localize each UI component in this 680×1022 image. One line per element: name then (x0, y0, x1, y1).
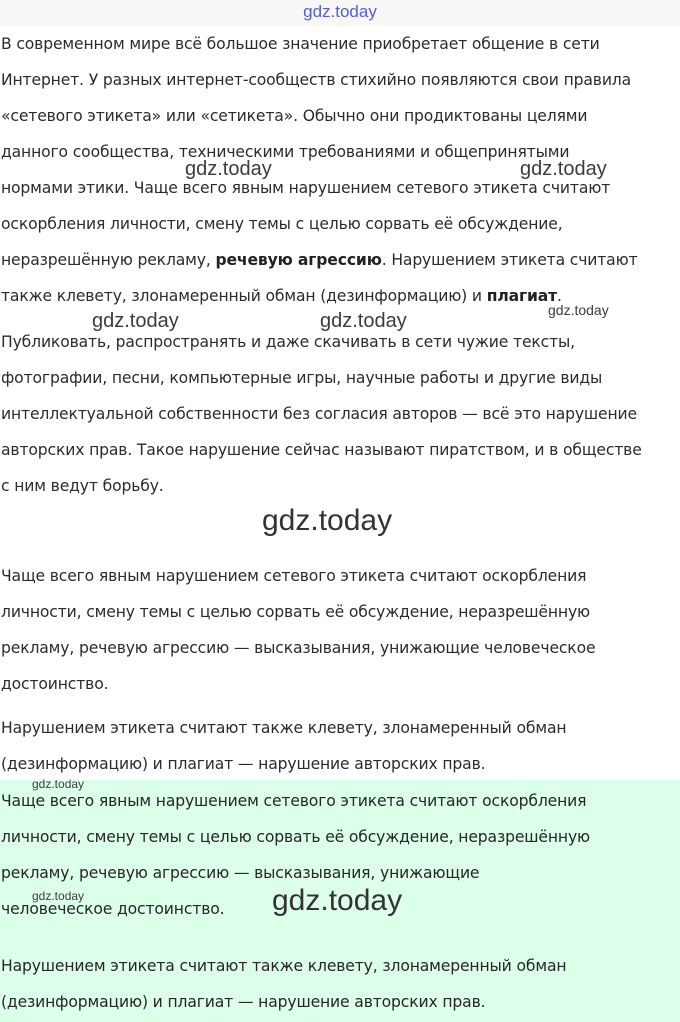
text-fragment: неразрешённую рекламу, (1, 251, 216, 269)
text-line: Чаще всего явным нарушением сетевого этикета считают оскорбления (1, 792, 587, 810)
answer-paragraph-2 (1, 710, 677, 782)
text-line (1, 242, 677, 278)
watermark: gdz.today (185, 158, 272, 180)
text-line: человеческое достоинство. (1, 900, 225, 918)
text-line: рекламу, речевую агрессию — высказывания, унижающие (1, 864, 480, 882)
header-bar (0, 0, 680, 26)
watermark: gdz.today (32, 889, 85, 903)
bold-term-speech-aggression: речевую агрессию (215, 251, 382, 269)
text-fragment: . Нарушением этикета считают (381, 251, 638, 269)
bold-term-plagiarism: плагиат (486, 287, 558, 305)
text-line: данного сообщества, техническими требованиями и общепринятыми (1, 143, 570, 161)
text-line: Публиковать, распространять и даже скачивать в сети чужие тексты, (1, 333, 575, 351)
text-line: Интернет. У разных интернет-сообществ стихийно появляются свои правила (1, 71, 632, 89)
text-paragraph-2 (1, 324, 677, 504)
watermark: gdz.today (32, 777, 85, 791)
text-line: личности, смену темы с целью сорвать её обсуждение, неразрешённую (1, 828, 590, 846)
text-line: (дезинформацию) и плагиат — нарушение авторских прав. (1, 993, 486, 1011)
site-link[interactable]: gdz.today (303, 2, 377, 21)
watermark: gdz.today (548, 302, 609, 318)
text-fragment: также клевету, злонамеренный обман (дезинформацию) и (1, 287, 487, 305)
text-line: (дезинформацию) и плагиат — нарушение авторских прав. (1, 755, 486, 773)
text-line: с ним ведут борьбу. (1, 477, 164, 495)
watermark: gdz.today (520, 158, 607, 180)
watermark: gdz.today (262, 504, 393, 537)
text-line: Нарушением этикета считают также клевету, злонамеренный обман (1, 719, 567, 737)
answer-paragraph-1 (1, 558, 677, 702)
text-line: личности, смену темы с целью сорвать её обсуждение, неразрешённую (1, 603, 590, 621)
text-line: В современном мире всё большое значение приобретает общение в сети (1, 35, 600, 53)
text-line: авторских прав. Такое нарушение сейчас называют пиратством, и в обществе (1, 441, 642, 459)
text-line: фотографии, песни, компьютерные игры, научные работы и другие виды (1, 369, 603, 387)
text-line: нормами этики. Чаще всего явным нарушением сетевого этикета считают (1, 179, 611, 197)
watermark: gdz.today (320, 310, 407, 332)
text-line: рекламу, речевую агрессию — высказывания, унижающие человеческое (1, 639, 596, 657)
watermark: gdz.today (92, 310, 179, 332)
text-line: интеллектуальной собственности без согласия авторов — всё это нарушение (1, 405, 637, 423)
highlighted-answer-paragraph-2 (1, 948, 677, 1020)
watermark: gdz.today (272, 884, 403, 917)
text-line: «сетевого этикета» или «сетикета». Обычно они продиктованы целями (1, 107, 588, 125)
text-line: Чаще всего явным нарушением сетевого этикета считают оскорбления (1, 567, 587, 585)
text-line: достоинство. (1, 675, 109, 693)
text-line: оскорбления личности, смену темы с целью сорвать её обсуждение, (1, 215, 563, 233)
text-fragment: . (557, 287, 562, 305)
text-line: Нарушением этикета считают также клевету, злонамеренный обман (1, 957, 567, 975)
